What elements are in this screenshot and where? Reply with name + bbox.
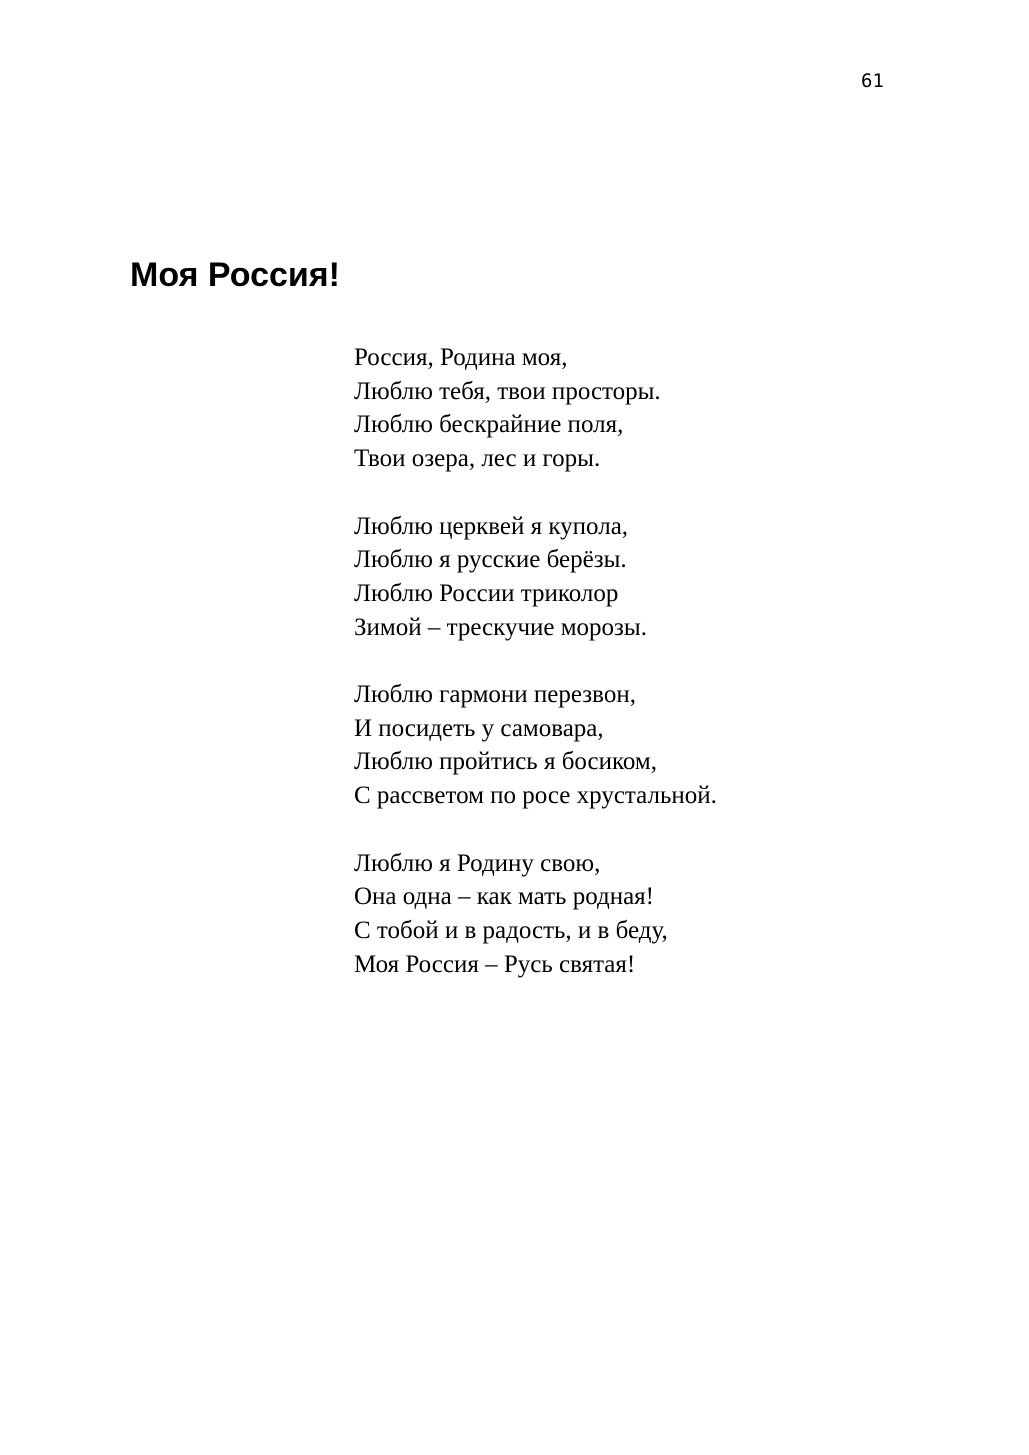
poem-line: Россия, Родина моя, [354, 344, 568, 371]
poem-line: С тобой и в радость, и в беду, [354, 916, 668, 944]
stanza [354, 341, 717, 476]
stanza [354, 847, 717, 982]
poem-line: Люблю бескрайние поля, [354, 411, 624, 439]
poem [354, 341, 717, 1015]
poem-line: И посидеть у самовара, [354, 714, 604, 742]
poem-line: Люблю пройтись я босиком, [354, 748, 657, 776]
poem-line: Зимой – трескучие морозы. [354, 613, 647, 641]
poem-line: Она одна – как мать родная! [354, 883, 654, 911]
poem-line: Моя Россия – Русь святая! [354, 950, 636, 978]
poem-line: Люблю я Родину свою, [354, 849, 601, 877]
poem-line: Люблю я русские берёзы. [354, 546, 627, 574]
poem-line: Люблю тебя, твои просторы. [354, 377, 661, 405]
page-number: 61 [861, 70, 884, 92]
poem-line: Люблю России триколор [354, 579, 619, 607]
poem-line: Люблю гармони перезвон, [354, 681, 636, 708]
poem-line: Люблю церквей я купола, [354, 512, 629, 540]
poem-line: С рассветом по росе хрустальной. [354, 782, 717, 810]
stanza [354, 678, 717, 813]
poem-title: Моя Россия! [130, 256, 340, 294]
stanza [354, 510, 717, 645]
poem-line: Твои озера, лес и горы. [354, 445, 601, 473]
